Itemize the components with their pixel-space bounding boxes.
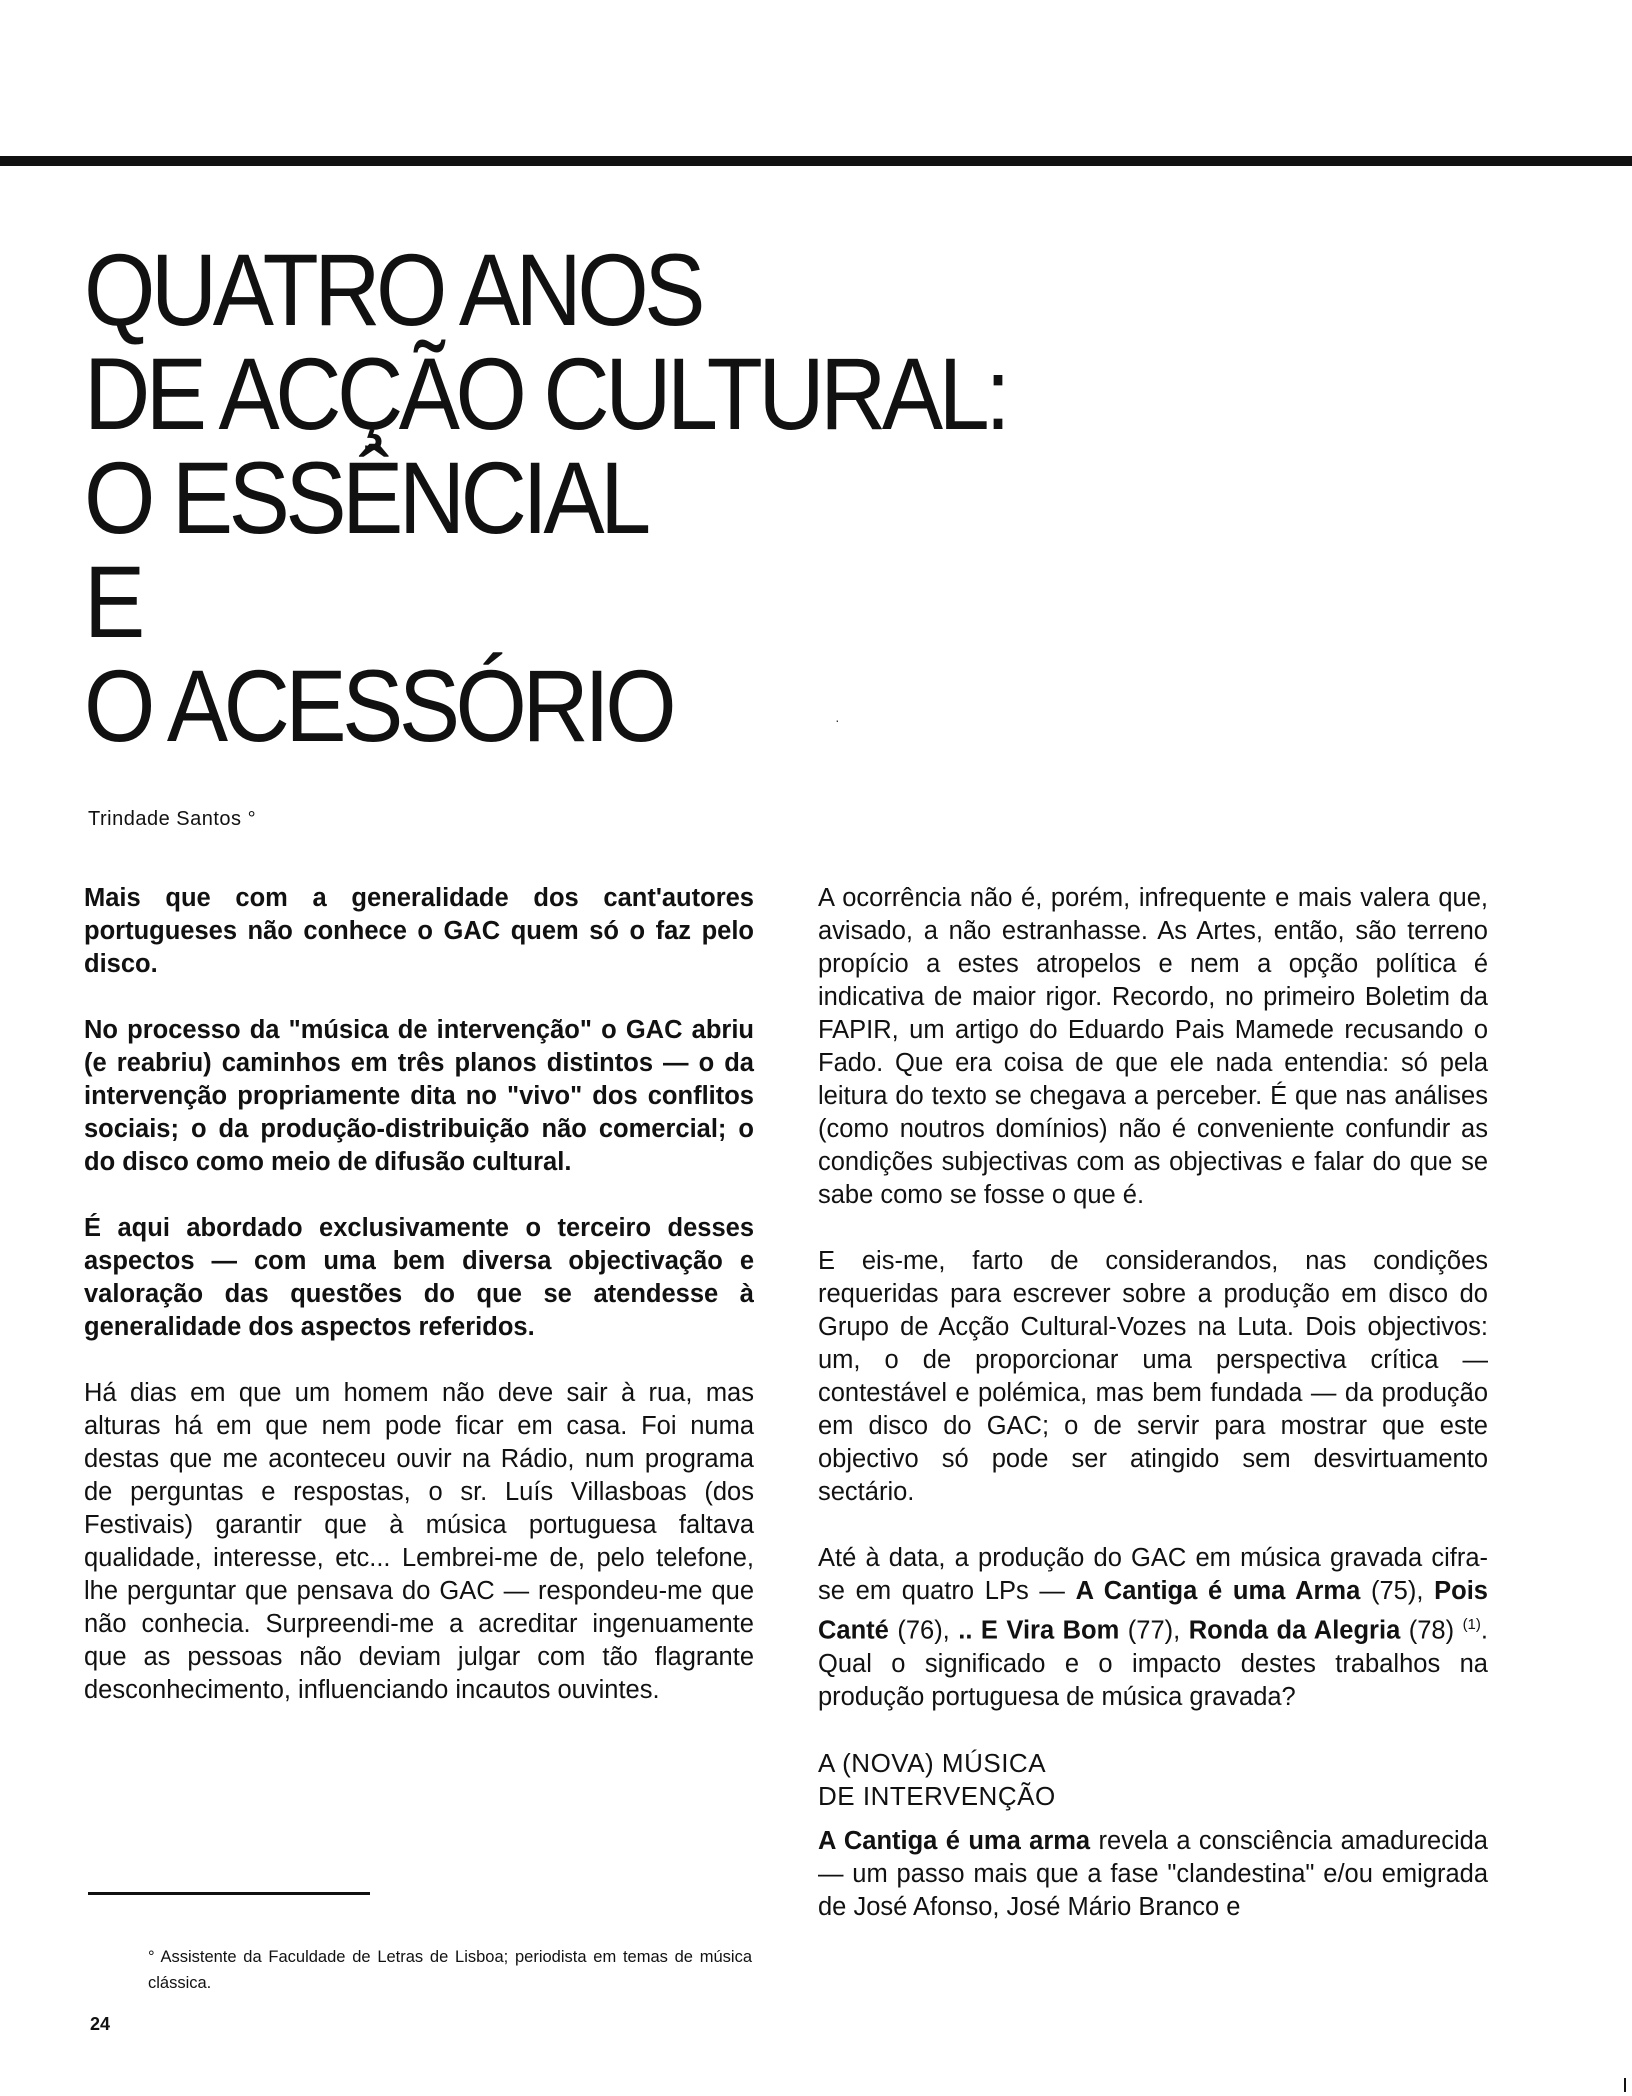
title-line-1: QUATRO ANOS	[84, 233, 701, 347]
title-line-2: DE ACÇÃO CULTURAL:	[84, 337, 1007, 451]
page-number: 24	[90, 2014, 111, 2034]
p4-text-6: . Qual o significado e o impacto destes trabalhos na produção portuguesa de música gravada?	[818, 1616, 1488, 1711]
title-line-4: E	[84, 545, 141, 659]
left-column	[84, 882, 754, 1740]
author-byline: Trindade Santos °	[88, 808, 257, 830]
album-title-5: A Cantiga é uma arma	[818, 1826, 1091, 1855]
edge-mark	[1624, 2078, 1626, 2092]
p4-text-2: (75),	[1360, 1577, 1435, 1605]
p4-text-1: Até à data, a produção do GAC em música gravada cifra-se em quatro LPs —	[818, 1544, 1488, 1605]
lead-paragraph-3: É aqui abordado exclusivamente o terceiro desses aspectos — com uma bem diversa objectivação e valoração das questões do que se atendesse à generalidade dos aspectos referidos.	[84, 1214, 754, 1341]
album-title-1: A Cantiga é uma Arma	[1075, 1577, 1361, 1605]
p4-text-3: (76),	[888, 1616, 959, 1645]
album-title-3: .. E Vira Bom	[958, 1616, 1120, 1645]
album-title-4: Ronda da Alegria	[1188, 1616, 1401, 1645]
section-heading	[818, 1747, 1488, 1813]
lead-paragraph-1: Mais que com a generalidade dos cant'autores portugueses não conhece o GAC quem só o faz pelo disco.	[84, 884, 754, 978]
p4-text-5: (78)	[1400, 1616, 1463, 1645]
lead-paragraph-2: No processo da "música de intervenção" o GAC abriu (e reabriu) caminhos em três planos distintos — o da intervenção propriamente dita no "vivo" dos conflitos sociais; o da produção-distribuição não comercial; o do disco como meio de difusão cultural.	[84, 1016, 754, 1176]
footnote-ref: (1)	[1462, 1616, 1481, 1633]
body-paragraph-2: A ocorrência não é, porém, infrequente e mais valera que, avisado, a não estranhasse. As Artes, então, são terreno propício a estes atropelos e nem a opção política é indicativa de maior rigor. Recordo, no primeiro Boletim da FAPIR, um artigo do Eduardo Pais Mamede recusando o Fado. Que era coisa de que ele nada entendia: só pela leitura do texto se chegava a perceber. É que nas análises (como noutros domínios) não é conveniente confundir as condições subjectivas com as objectivas e falar do que se sabe como se fosse o que é.	[818, 884, 1488, 1209]
body-paragraph-3: E eis-me, farto de considerandos, nas condições requeridas para escrever sobre a produção em disco do Grupo de Acção Cultural-Vozes na Luta. Dois objectivos: um, o de proporcionar uma perspectiva crítica — contestável e polémica, mas bem fundada — da produção em disco do GAC; o de servir para mostrar que este objectivo só pode ser atingido sem desvirtuamento sectário.	[818, 1247, 1488, 1506]
p5-text-1: revela a consciência amadurecida — um passo mais que a fase "clandestina" e/ou emigrada de José Afonso, José Mário Branco e	[818, 1826, 1488, 1921]
body-paragraph-5	[818, 1825, 1488, 1924]
body-paragraph-4	[818, 1542, 1488, 1714]
footnote-rule	[88, 1892, 370, 1895]
body-paragraph-1: Há dias em que um homem não deve sair à rua, mas alturas há em que nem pode ficar em casa. Foi numa destas que me aconteceu ouvir na Rádio, num programa de perguntas e respostas, o sr. Luís Villasboas (dos Festivais) garantir que à música portuguesa faltava qualidade, interesse, etc... Lembrei-me de, pelo telefone, lhe perguntar que pensava do GAC — respondeu-me que não conhecia. Surpreendi-me a acreditar ingenuamente que as pessoas não deviam julgar com tão flagrante desconhecimento, influenciando incautos ouvintes.	[84, 1379, 754, 1704]
title-line-5: O ACESSÓRIO	[84, 649, 673, 763]
section-heading-line-2: DE INTERVENÇÃO	[818, 1780, 1056, 1811]
p4-text-4: (77),	[1119, 1616, 1189, 1645]
print-speck: ·	[835, 712, 840, 728]
top-rule	[0, 156, 1632, 166]
right-column	[818, 882, 1488, 1957]
article-title	[84, 233, 1109, 763]
album-title-2: Pois Canté	[818, 1577, 1488, 1645]
footnote: ° Assistente da Faculdade de Letras de Lisboa; periodista em temas de música clássica.	[148, 1948, 752, 1992]
section-heading-line-1: A (NOVA) MÚSICA	[818, 1747, 1047, 1778]
title-line-3: O ESSÊNCIAL	[84, 441, 647, 555]
